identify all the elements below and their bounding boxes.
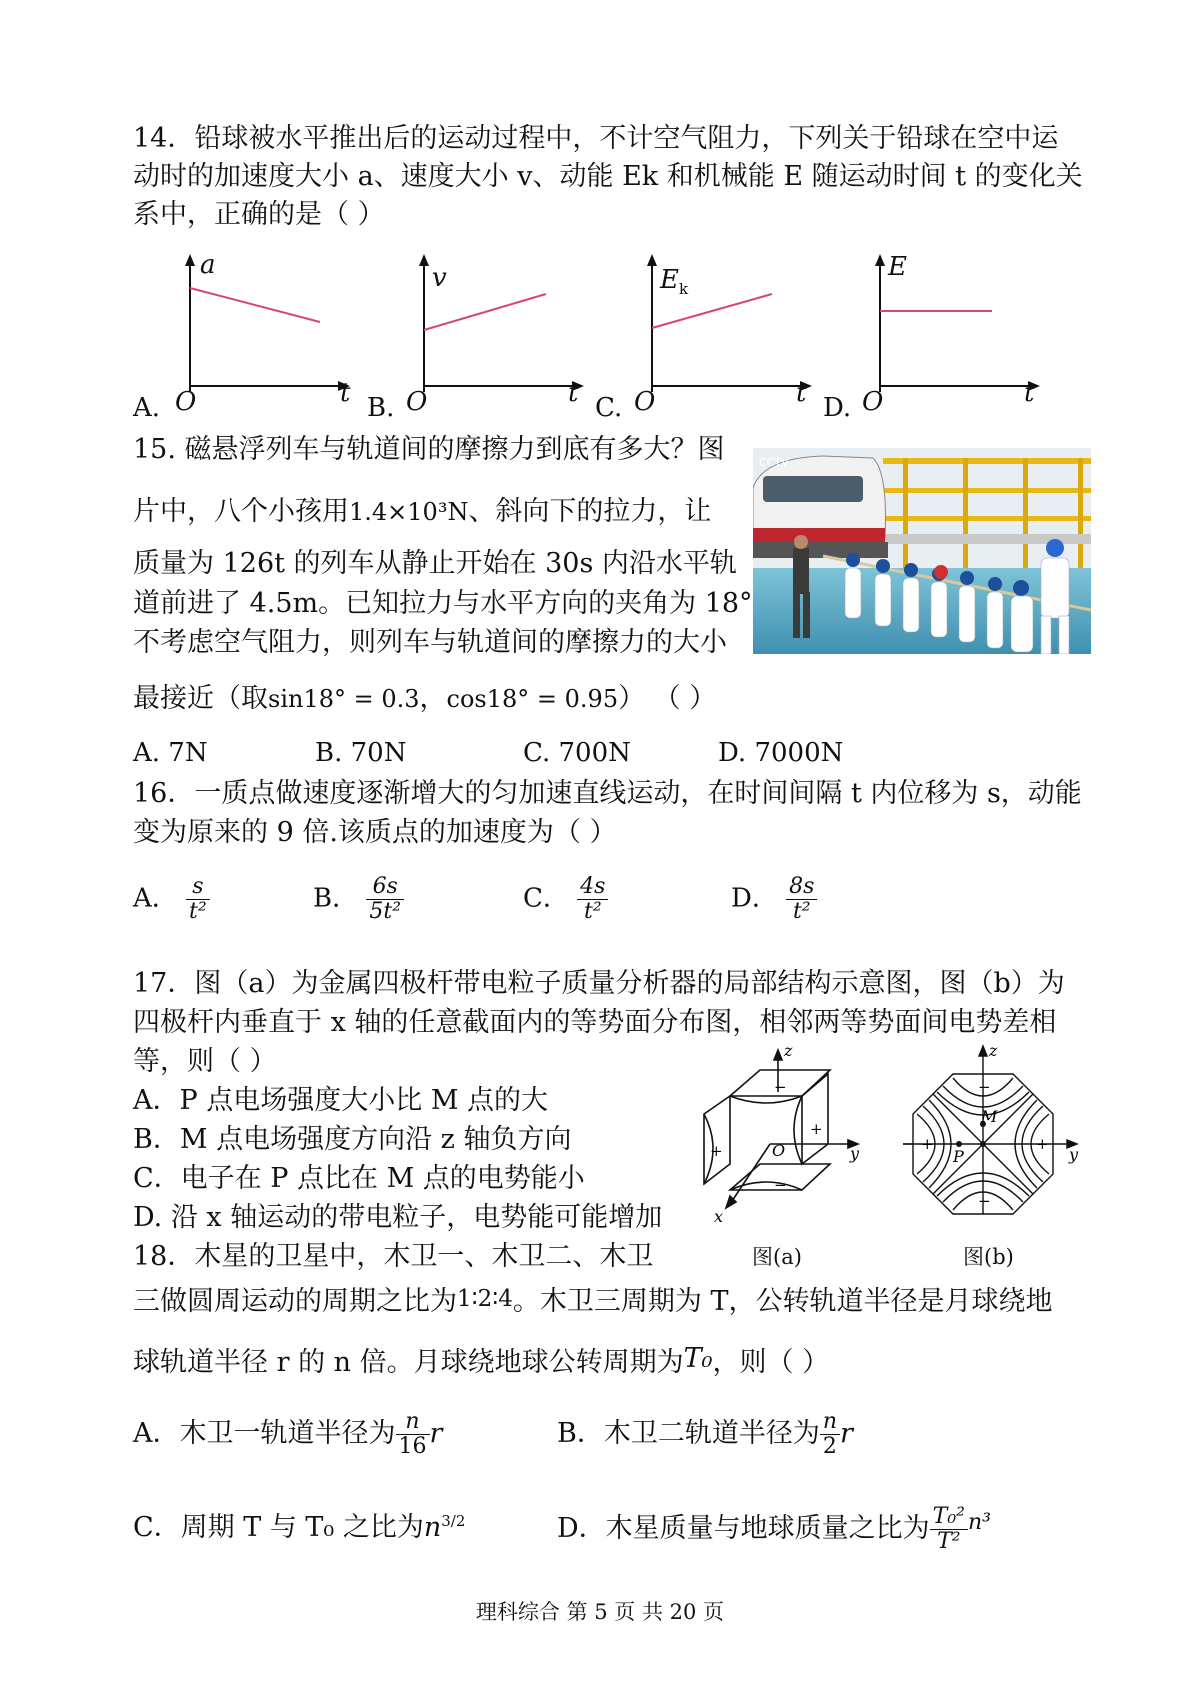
q16-option-d[interactable] xyxy=(731,875,817,924)
fig-a-y: y xyxy=(850,1144,860,1163)
q18-d-den: T² xyxy=(937,1529,961,1554)
fig-b-caption: 图(b) xyxy=(963,1245,1014,1269)
q14-graph-c xyxy=(590,252,820,417)
q14-c-origin: O xyxy=(634,387,656,417)
fig-a-x: x xyxy=(714,1207,724,1226)
q18-b-r: r xyxy=(840,1418,853,1449)
q18-b-num: n xyxy=(820,1410,840,1435)
q14-d-ylabel: E xyxy=(888,252,907,282)
fig-a-origin: O xyxy=(772,1141,786,1160)
fig-b-minus-bottom: − xyxy=(978,1192,991,1210)
q18-line-3 xyxy=(133,1340,829,1382)
q16-a-den: t² xyxy=(189,899,207,924)
q14-a-xlabel: t xyxy=(340,378,351,408)
q14-graph-d xyxy=(818,252,1048,417)
q14-c-ylabel-sub: k xyxy=(678,280,689,299)
q14-a-origin: O xyxy=(175,387,197,417)
q18-ratio: 1∶2∶4 xyxy=(457,1286,513,1312)
q15-option-d[interactable]: D. 7000N xyxy=(718,738,844,768)
cctv-watermark: CCTV xyxy=(759,456,789,469)
q15-line-3: 质量为 126t 的列车从静止开始在 30s 内沿水平轨 xyxy=(133,548,737,579)
q14-a-ylabel: a xyxy=(200,250,216,280)
q14-graph-a xyxy=(128,252,358,417)
q14-option-c[interactable]: C. xyxy=(595,393,623,423)
q16-c-num: 4s xyxy=(577,875,608,900)
q15-line-2 xyxy=(133,493,711,531)
q16-option-b-letter: B． xyxy=(313,883,359,914)
q18-option-a-frac xyxy=(396,1410,430,1459)
q18-c-exp: 3/2 xyxy=(441,1512,466,1530)
q15-option-c[interactable]: C. 700N xyxy=(523,738,631,768)
q18-a-num: n xyxy=(396,1410,430,1435)
q18-option-b-text: B．木卫二轨道半径为 xyxy=(557,1418,820,1449)
q16-b-num: 6s xyxy=(366,875,404,900)
q16-option-b-frac xyxy=(366,875,404,924)
q15-sin: sin18° = 0.3 xyxy=(268,685,420,713)
q14-a-line xyxy=(190,288,320,322)
q14-option-b[interactable]: B. xyxy=(367,393,395,423)
q14-d-origin: O xyxy=(862,387,884,417)
fig-a-plus-right: + xyxy=(810,1120,823,1138)
q16-option-b[interactable] xyxy=(313,875,404,924)
q18-b-den: 2 xyxy=(822,1434,837,1459)
q14-b-ylabel: v xyxy=(432,263,447,293)
q18-t0: T₀ xyxy=(683,1343,713,1374)
q16-option-a-letter: A． xyxy=(133,883,178,914)
fig-b-y: y xyxy=(1069,1145,1079,1164)
q18-option-b[interactable] xyxy=(557,1410,853,1459)
q18-option-c[interactable] xyxy=(133,1505,465,1544)
fig-a-z: z xyxy=(784,1044,793,1060)
q17-line-2: 四极杆内垂直于 x 轴的任意截面内的等势面分布图，相邻两等势面间电势差相 xyxy=(133,1007,1057,1038)
q16-option-c-letter: C． xyxy=(523,883,569,914)
q16-d-den: t² xyxy=(792,899,811,924)
q16-line-1: 16．一质点做速度逐渐增大的匀加速直线运动，在时间间隔 t 内位移为 s，动能 xyxy=(133,778,1082,809)
q18-a-den: 16 xyxy=(398,1434,427,1459)
q15-line-2-start: 片中，八个小孩用 xyxy=(133,496,349,527)
q18-option-d-frac xyxy=(930,1505,968,1554)
q18-c-base: n xyxy=(423,1512,442,1543)
q17-option-c[interactable]: C．电子在 P 点比在 M 点的电势能小 xyxy=(133,1163,585,1194)
q15-force: 1.4×10³N xyxy=(349,498,469,526)
fig-a-plus-left: + xyxy=(710,1142,723,1160)
q17-line-3: 等，则（ ） xyxy=(133,1046,277,1077)
q14-b-line xyxy=(424,294,546,330)
q16-option-a-frac xyxy=(186,875,210,924)
fig-b-plus-left: + xyxy=(921,1135,934,1153)
q15-line-6-end: ） （ ） xyxy=(618,683,717,714)
q14-d-xlabel: t xyxy=(1024,378,1035,408)
q17-figure-b xyxy=(893,1044,1083,1244)
fig-b-plus-right: + xyxy=(1036,1135,1049,1153)
fig-a-minus-top: − xyxy=(774,1078,787,1096)
q14-line-3: 系中，正确的是（ ） xyxy=(133,199,385,230)
q16-option-d-frac xyxy=(786,875,817,924)
page-footer: 理科综合 第 5 页 共 20 页 xyxy=(475,1600,725,1624)
q17-option-d[interactable]: D. 沿 x 轴运动的带电粒子，电势能可能增加 xyxy=(133,1202,663,1233)
q16-option-c-frac xyxy=(577,875,608,924)
q18-line-2-end: 。木卫三周期为 T，公转轨道半径是月球绕地 xyxy=(512,1286,1053,1317)
q18-option-b-frac xyxy=(820,1410,840,1459)
q14-option-a[interactable]: A. xyxy=(133,393,161,423)
q15-cos: cos18° = 0.95 xyxy=(446,685,619,713)
q14-line-1: 14．铅球被水平推出后的运动过程中，不计空气阻力，下列关于铅球在空中运 xyxy=(133,123,1059,154)
q18-option-d[interactable] xyxy=(557,1505,991,1554)
q14-b-origin: O xyxy=(406,387,428,417)
q18-option-a[interactable] xyxy=(133,1410,442,1459)
q14-graph-b xyxy=(362,252,592,417)
q16-option-a[interactable] xyxy=(133,875,210,924)
q14-option-d[interactable]: D. xyxy=(823,393,852,423)
q14-c-ylabel-main: E xyxy=(660,265,679,295)
q16-d-num: 8s xyxy=(786,875,817,900)
fig-b-minus-top: − xyxy=(978,1078,991,1096)
q16-a-num: s xyxy=(186,875,210,900)
q14-c-xlabel: t xyxy=(796,378,807,408)
q15-line-2-end: 、斜向下的拉力，让 xyxy=(468,496,712,527)
fig-a-minus-bottom: − xyxy=(774,1176,787,1194)
q17-line-1: 17．图（a）为金属四极杆带电粒子质量分析器的局部结构示意图，图（b）为 xyxy=(133,968,1065,999)
fig-b-p: P xyxy=(953,1147,964,1166)
q18-option-d-text: D．木星质量与地球质量之比为 xyxy=(557,1513,930,1544)
q18-line-2 xyxy=(133,1280,1052,1321)
q14-c-line xyxy=(652,294,772,328)
q18-line-2-start: 三做圆周运动的周期之比为 xyxy=(133,1286,457,1317)
q18-line-3-start: 球轨道半径 r 的 n 倍。月球绕地球公转周期为 xyxy=(133,1347,684,1378)
q15-line-6 xyxy=(133,680,716,718)
q15-comma: ， xyxy=(419,683,447,714)
q17-figure-a xyxy=(690,1044,870,1244)
q17-option-a[interactable]: A．P 点电场强度大小比 M 点的大 xyxy=(133,1085,549,1116)
q15-line-1: 15. 磁悬浮列车与轨道间的摩擦力到底有多大？图 xyxy=(133,434,725,465)
q18-d-n: n³ xyxy=(967,1510,991,1535)
q18-option-a-text: A．木卫一轨道半径为 xyxy=(133,1418,396,1449)
q18-d-num: T₀² xyxy=(930,1505,968,1530)
q15-line-5: 不考虑空气阻力，则列车与轨道间的摩擦力的大小 xyxy=(133,627,727,658)
q14-b-xlabel: t xyxy=(568,378,579,408)
q14-line-2: 动时的加速度大小 a、速度大小 v、动能 Ek 和机械能 E 随运动时间 t 的变化关 xyxy=(133,161,1083,192)
q16-option-c[interactable] xyxy=(523,875,608,924)
fig-b-z: z xyxy=(989,1044,998,1060)
q18-option-c-text: C．周期 T 与 T₀ 之比为 xyxy=(133,1512,424,1543)
q16-b-den: 5t² xyxy=(369,899,402,924)
q18-line-1: 18．木星的卫星中，木卫一、木卫二、木卫 xyxy=(133,1241,654,1272)
q16-option-d-letter: D． xyxy=(731,883,778,914)
fig-b-m: M xyxy=(981,1107,998,1126)
q15-option-a[interactable]: A. 7N xyxy=(133,738,208,768)
fig-a-caption: 图(a) xyxy=(752,1245,802,1269)
q15-line-6-start: 最接近（取 xyxy=(133,683,268,714)
q15-line-4: 道前进了 4.5m。已知拉力与水平方向的夹角为 18° xyxy=(133,588,753,619)
q17-option-b[interactable]: B．M 点电场强度方向沿 z 轴负方向 xyxy=(133,1124,572,1155)
maglev-photo xyxy=(753,448,1091,654)
q15-option-b[interactable]: B. 70N xyxy=(315,738,407,768)
q14-c-ylabel xyxy=(660,265,688,298)
q18-a-r: r xyxy=(429,1418,443,1449)
q16-line-2: 变为原来的 9 倍.该质点的加速度为（ ） xyxy=(133,817,617,848)
q18-line-3-end: ，则（ ） xyxy=(712,1347,830,1378)
q16-c-den: t² xyxy=(583,899,602,924)
